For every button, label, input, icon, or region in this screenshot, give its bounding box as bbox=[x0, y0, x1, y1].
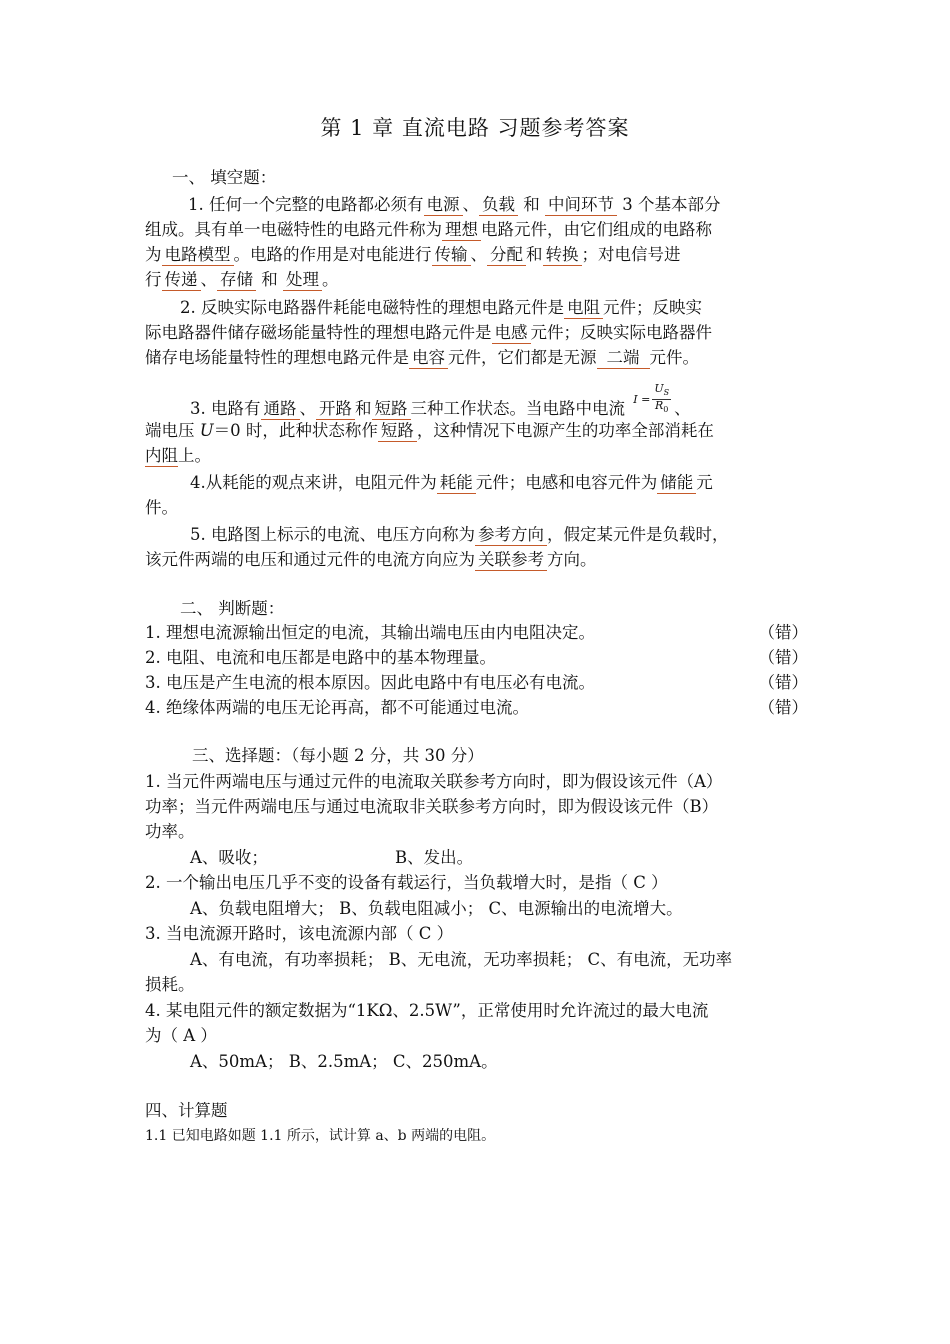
section-heading-calculation: 四、计算题 bbox=[145, 1101, 228, 1120]
mc-q2-line: 2. 一个输出电压几乎不变的设备有载运行，当负载增大时，是指（ C ） bbox=[145, 873, 668, 892]
mc-q4-options: A、50mA； B、2.5mA； C、250mA。 bbox=[190, 1052, 498, 1071]
answer-blank: 关联参考 bbox=[475, 549, 547, 571]
q1-line-3: 为 电路模型 。电路的作用是对电能进行 传输 、 分配 和 转换 ；对电信号进 bbox=[145, 245, 681, 264]
answer-blank: 电容 bbox=[409, 347, 448, 369]
calc-q1: 1.1 已知电路如题 1.1 所示，试计算 a、b 两端的电阻。 bbox=[145, 1128, 496, 1144]
mc-q2-options: A、负载电阻增大； B、负载电阻减小； C、电源输出的电流增大。 bbox=[190, 899, 683, 918]
mc-q1-option-b: B、发出。 bbox=[395, 848, 474, 867]
answer-blank: 分配 bbox=[487, 244, 526, 266]
tf-answer: （错） bbox=[758, 648, 808, 667]
q5-line-1: 5. 电路图上标示的电流、电压方向称为 参考方向 ，假定某元件是负载时， bbox=[190, 525, 729, 544]
mc-q3-options: A、有电流，有功率损耗； B、无电流，无功率损耗； C、有电流，无功率 bbox=[190, 950, 733, 969]
answer-blank: 电源 bbox=[424, 194, 463, 216]
answer-blank: 转换 bbox=[543, 244, 582, 266]
answer-blank: 通路 bbox=[261, 398, 300, 420]
q2-line-1: 2. 反映实际电路器件耗能电磁特性的理想电路元件是 电阻 元件；反映实 bbox=[180, 298, 702, 317]
mc-q3-line: 3. 当电流源开路时，该电流源内部（ C ） bbox=[145, 924, 454, 943]
mc-q4-line-1: 4. 某电阻元件的额定数据为“1KΩ、2.5W”，正常使用时允许流过的最大电流 bbox=[145, 1001, 709, 1020]
q3-line-3: 内阻上。 bbox=[145, 446, 211, 465]
tf-item: 2. 电阻、电流和电压都是电路中的基本物理量。 （错） bbox=[145, 645, 808, 670]
answer-blank: 短路 bbox=[372, 398, 411, 420]
tf-answer: （错） bbox=[758, 673, 808, 692]
q3-line-2: 端电压 U＝0 时，此种状态称作 短路 ，这种情况下电源产生的功率全部消耗在 bbox=[145, 421, 714, 440]
answer-blank: 电路模型 bbox=[162, 244, 234, 266]
q3-line-1: 3. 电路有 通路 、 开路 和 短路 三种工作状态。当电路中电流 I = $\frac{U_S}{R_0}$ 、 bbox=[190, 382, 691, 419]
answer-blank: 内阻 bbox=[145, 446, 178, 465]
tf-item: 4. 绝缘体两端的电压无论再高，都不可能通过电流。 （错） bbox=[145, 695, 808, 720]
tf-answer: （错） bbox=[758, 698, 808, 717]
q1-line-4: 行 传递 、 存储 和 处理 。 bbox=[145, 270, 339, 289]
answer-blank: 储能 bbox=[657, 472, 696, 494]
q1-line-1: 1. 任何一个完整的电路都必须有 电源 、 负载 和 中间环节 3 个基本部分 bbox=[188, 195, 721, 214]
answer-blank: 耗能 bbox=[437, 472, 476, 494]
section-heading-multiple-choice: 三、选择题：（每小题 2 分，共 30 分） bbox=[192, 746, 484, 765]
q5-line-2: 该元件两端的电压和通过元件的电流方向应为 关联参考 方向。 bbox=[145, 550, 597, 569]
answer-blank: 理想 bbox=[442, 219, 481, 241]
answer-blank: 电阻 bbox=[564, 297, 603, 319]
answer-blank: 短路 bbox=[378, 420, 417, 442]
q2-line-3: 储存电场能量特性的理想电路元件是 电容 元件，它们都是无源 二端 元件。 bbox=[145, 348, 699, 367]
q1-line-2: 组成。具有单一电磁特性的电路元件称为 理想 电路元件，由它们组成的电路称 bbox=[145, 220, 712, 239]
mc-q3-options-cont: 损耗。 bbox=[145, 975, 195, 994]
answer-blank: 传递 bbox=[162, 269, 201, 291]
page-title: 第 1 章 直流电路 习题参考答案 bbox=[320, 116, 630, 140]
mc-q1-line-3: 功率。 bbox=[145, 822, 195, 841]
mc-q1-line-2: 功率；当元件两端电压与通过电流取非关联参考方向时，即为假设该元件（B） bbox=[145, 797, 719, 816]
tf-item: 1. 理想电流源输出恒定的电流，其输出端电压由内电阻决定。 （错） bbox=[145, 620, 808, 645]
section-heading-fill-in: 一、 填空题： bbox=[172, 168, 277, 187]
tf-answer: （错） bbox=[758, 623, 808, 642]
answer-blank: 中间环节 bbox=[545, 194, 617, 216]
q4-line-1: 4.从耗能的观点来讲，电阻元件为 耗能 元件；电感和电容元件为 储能 元 bbox=[190, 473, 713, 492]
answer-blank: 参考方向 bbox=[475, 524, 547, 546]
mc-q1-line-1: 1. 当元件两端电压与通过元件的电流取关联参考方向时，即为假设该元件（A） bbox=[145, 772, 723, 791]
answer-blank: 开路 bbox=[316, 398, 355, 420]
answer-blank: 存储 bbox=[217, 269, 256, 291]
answer-blank: 二端 bbox=[597, 347, 650, 369]
q4-line-2: 件。 bbox=[145, 498, 178, 517]
answer-blank: 传输 bbox=[432, 244, 471, 266]
mc-q1-option-a: A、吸收； bbox=[190, 848, 268, 867]
tf-item: 3. 电压是产生电流的根本原因。因此电路中有电压必有电流。 （错） bbox=[145, 670, 808, 695]
mc-q4-line-2: 为（ A ） bbox=[145, 1026, 217, 1045]
current-formula: I = $\frac{U_S}{R_0}$ bbox=[633, 382, 670, 415]
answer-blank: 电感 bbox=[492, 322, 531, 344]
answer-blank: 负载 bbox=[479, 194, 518, 216]
section-heading-true-false: 二、 判断题： bbox=[180, 599, 285, 618]
answer-blank: 处理 bbox=[283, 269, 322, 291]
q2-line-2: 际电路器件储存磁场能量特性的理想电路元件是 电感 元件；反映实际电路器件 bbox=[145, 323, 712, 342]
